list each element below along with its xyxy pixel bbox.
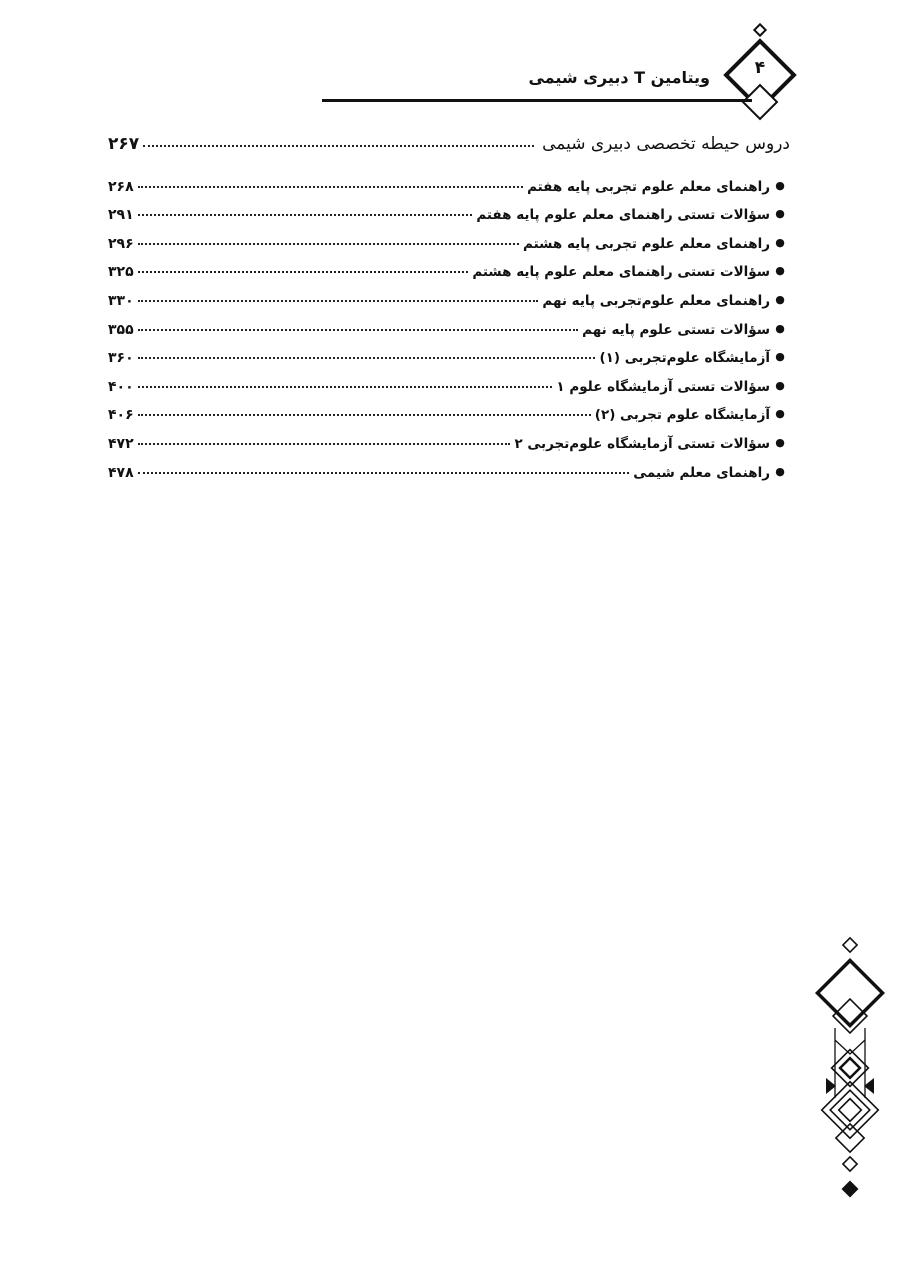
toc-item-page: ۴۰۰ — [108, 378, 134, 395]
toc-item — [108, 452, 790, 481]
toc-item-label: سؤالات تستی راهنمای معلم علوم پایه هشتم — [472, 264, 770, 281]
side-diamond-ornament — [808, 930, 892, 1204]
dot-leader — [138, 414, 591, 416]
toc-item — [108, 223, 790, 252]
dot-leader — [138, 357, 596, 359]
dot-leader — [138, 243, 519, 245]
toc-item-label: سؤالات تستی راهنمای معلم علوم پایه هفتم — [476, 207, 770, 224]
dot-leader — [138, 443, 511, 445]
page-number: ۴ — [754, 58, 766, 78]
toc-item-label: راهنمای معلم علوم تجربی پایه هفتم — [527, 178, 770, 195]
toc-item — [108, 280, 790, 309]
toc-item — [108, 195, 790, 224]
toc-item-label: آزمایشگاه علوم‌تجربی (۱) — [599, 350, 770, 367]
dot-leader — [143, 145, 534, 147]
toc-item-page: ۴۷۸ — [108, 464, 134, 481]
toc-item-label: سؤالات تستی علوم پایه نهم — [582, 321, 770, 338]
toc-item-label: راهنمای معلم علوم تجربی پایه هشتم — [523, 235, 770, 252]
table-of-contents — [108, 124, 790, 481]
bullet-icon: ● — [775, 292, 785, 306]
bullet-icon: ● — [775, 350, 785, 364]
toc-item-label: راهنمای معلم علوم‌تجربی پایه نهم — [542, 292, 770, 309]
dot-leader — [138, 329, 579, 331]
toc-item — [108, 166, 790, 195]
toc-item-page: ۲۶۸ — [108, 178, 134, 195]
toc-item-page: ۲۹۶ — [108, 235, 134, 252]
toc-item-label: سؤالات تستی آزمایشگاه علوم ۱ — [556, 378, 770, 395]
dot-leader — [138, 386, 553, 388]
bullet-icon: ● — [775, 464, 785, 478]
running-header-title: ویتامین T دبیری شیمی — [528, 68, 710, 87]
toc-item — [108, 338, 790, 367]
toc-item-page: ۲۹۱ — [108, 207, 134, 224]
toc-item-label: آزمایشگاه علوم تجربی (۲) — [594, 407, 770, 424]
toc-item-page: ۳۶۰ — [108, 350, 134, 367]
dot-leader — [138, 472, 630, 474]
dot-leader — [138, 186, 523, 188]
toc-item-page: ۴۰۶ — [108, 407, 134, 424]
toc-item-page: ۳۵۵ — [108, 321, 134, 338]
dot-leader — [138, 271, 469, 273]
toc-item — [108, 423, 790, 452]
bullet-icon: ● — [775, 321, 785, 335]
dot-leader — [138, 214, 473, 216]
bullet-icon: ● — [775, 235, 785, 249]
toc-item — [108, 366, 790, 395]
toc-item-label: راهنمای معلم شیمی — [633, 464, 770, 481]
toc-item-page: ۳۳۰ — [108, 292, 134, 309]
bullet-icon: ● — [775, 407, 785, 421]
bullet-icon: ● — [775, 207, 785, 221]
toc-section-page: ۲۶۷ — [108, 134, 140, 154]
toc-item — [108, 252, 790, 281]
bullet-icon: ● — [775, 178, 785, 192]
bullet-icon: ● — [775, 264, 785, 278]
toc-item-list — [108, 166, 790, 481]
toc-section-heading — [108, 124, 790, 154]
toc-item-page: ۴۷۲ — [108, 435, 134, 452]
toc-item — [108, 395, 790, 424]
dot-leader — [138, 300, 539, 302]
toc-item-label: سؤالات تستی آزمایشگاه علوم‌تجربی ۲ — [514, 435, 770, 452]
toc-item-page: ۳۲۵ — [108, 264, 134, 281]
toc-item — [108, 309, 790, 338]
toc-section-title: دروس حیطه تخصصی دبیری شیمی — [542, 134, 790, 154]
bullet-icon: ● — [775, 435, 785, 449]
header-rule — [322, 99, 752, 102]
bullet-icon: ● — [775, 378, 785, 392]
